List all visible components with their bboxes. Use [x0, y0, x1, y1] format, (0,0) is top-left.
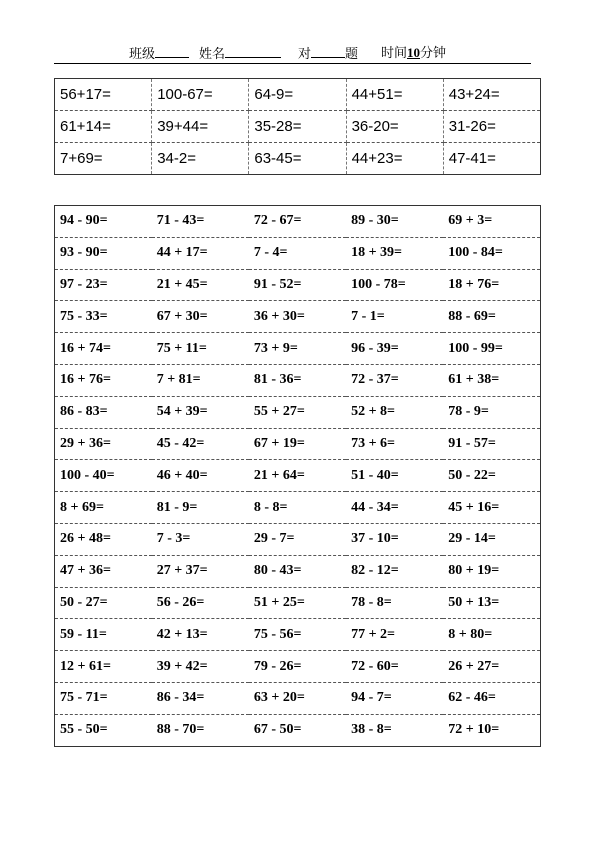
problem-cell: 72 - 67=	[249, 206, 346, 238]
problem-cell: 80 - 43=	[249, 555, 346, 587]
problem-cell: 46 + 40=	[152, 460, 249, 492]
problem-cell: 29 + 36=	[55, 428, 152, 460]
problem-cell: 75 - 71=	[55, 682, 152, 714]
correct-count-blank[interactable]	[311, 43, 345, 58]
name-label: 姓名	[199, 46, 226, 61]
problem-cell: 73 + 9=	[249, 333, 346, 365]
problem-row	[55, 396, 541, 428]
problem-row	[55, 523, 541, 555]
problem-row	[55, 79, 541, 111]
problem-cell: 94 - 7=	[346, 682, 443, 714]
problem-row	[55, 682, 541, 714]
problem-cell: 51 - 40=	[346, 460, 443, 492]
problem-cell: 51 + 25=	[249, 587, 346, 619]
problem-cell: 72 - 37=	[346, 364, 443, 396]
problem-cell: 52 + 8=	[346, 396, 443, 428]
problem-row	[55, 555, 541, 587]
problem-row	[55, 206, 541, 238]
problem-cell: 39 + 42=	[152, 651, 249, 683]
problem-cell: 63 + 20=	[249, 682, 346, 714]
problem-cell: 45 + 16=	[443, 492, 540, 524]
problem-cell: 55 + 27=	[249, 396, 346, 428]
problem-cell: 67 - 50=	[253, 722, 302, 738]
problem-cell: 82 - 12=	[346, 555, 443, 587]
problem-row	[55, 460, 541, 492]
problem-cell: 81 - 36=	[249, 364, 346, 396]
problem-cell: 7 - 1=	[346, 301, 443, 333]
problem-cell: 7 + 81=	[152, 364, 249, 396]
problem-cell: 44+51=	[346, 79, 443, 111]
problem-cell: 8 + 69=	[55, 492, 152, 524]
problem-cell: 88 - 69=	[443, 301, 540, 333]
problem-row	[55, 651, 541, 683]
problem-cell: 54 + 39=	[152, 396, 249, 428]
problem-row	[55, 111, 541, 143]
problem-cell: 91 - 57=	[443, 428, 540, 460]
time-unit: 分钟	[420, 45, 447, 60]
problem-cell: 47-41=	[448, 150, 496, 167]
problem-cell: 18 + 39=	[346, 237, 443, 269]
problem-cell: 50 + 13=	[443, 587, 540, 619]
problem-cell: 44+23=	[346, 143, 443, 175]
problem-cell: 89 - 30=	[346, 206, 443, 238]
problem-cell: 75 + 11=	[152, 333, 249, 365]
problem-cell: 55 - 50=	[60, 722, 108, 738]
problem-cell: 93 - 90=	[55, 237, 152, 269]
problem-cell: 80 + 19=	[443, 555, 540, 587]
problem-row	[55, 143, 541, 175]
problem-cell: 27 + 37=	[152, 555, 249, 587]
problem-cell: 42 + 13=	[152, 619, 249, 651]
problem-cell: 7+69=	[55, 143, 152, 175]
problem-cell: 21 + 45=	[152, 269, 249, 301]
problem-cell: 29 - 7=	[249, 523, 346, 555]
problem-row	[55, 301, 541, 333]
score-field	[298, 43, 358, 64]
problem-cell: 56+17=	[55, 79, 152, 111]
problem-row	[55, 333, 541, 365]
problem-cell: 64-9=	[249, 79, 346, 111]
problem-row	[55, 428, 541, 460]
problem-row	[55, 587, 541, 619]
problem-cell: 67 + 30=	[152, 301, 249, 333]
problem-cell: 81 - 9=	[152, 492, 249, 524]
problem-cell: 75 - 56=	[249, 619, 346, 651]
problem-cell: 39+44=	[152, 111, 249, 143]
problem-cell: 78 - 9=	[443, 396, 540, 428]
problem-cell: 88 - 70=	[156, 722, 205, 738]
problem-cell: 26 + 27=	[443, 651, 540, 683]
problem-cell: 75 - 33=	[55, 301, 152, 333]
problem-cell: 72 - 60=	[346, 651, 443, 683]
problem-cell: 62 - 46=	[443, 682, 540, 714]
problem-cell: 36-20=	[346, 111, 443, 143]
problem-cell: 100 - 78=	[346, 269, 443, 301]
class-blank[interactable]	[155, 43, 189, 58]
problem-cell: 72 + 10=	[448, 722, 500, 738]
problem-row	[55, 492, 541, 524]
correct-label: 对	[298, 46, 312, 61]
problem-cell: 38 - 8=	[351, 722, 392, 738]
problem-cell: 94 - 90=	[55, 206, 152, 238]
problem-cell: 86 - 34=	[152, 682, 249, 714]
class-field	[129, 43, 189, 64]
problem-cell: 16 + 74=	[55, 333, 152, 365]
problem-cell: 50 - 27=	[55, 587, 152, 619]
problem-cell: 56 - 26=	[152, 587, 249, 619]
problem-row	[55, 237, 541, 269]
problem-cell: 100 - 84=	[443, 237, 540, 269]
problem-cell: 21 + 64=	[249, 460, 346, 492]
worksheet-header	[54, 43, 531, 64]
problem-cell: 59 - 11=	[55, 619, 152, 651]
problem-cell: 8 - 8=	[249, 492, 346, 524]
problem-cell: 31-26=	[443, 111, 540, 143]
problem-cell: 29 - 14=	[443, 523, 540, 555]
time-label: 时间	[381, 45, 408, 60]
problem-cell: 12 + 61=	[55, 651, 152, 683]
problem-cell: 100 - 40=	[55, 460, 152, 492]
problem-cell: 7 - 4=	[249, 237, 346, 269]
problem-row	[55, 269, 541, 301]
problem-cell: 44 + 17=	[152, 237, 249, 269]
problem-cell: 69 + 3=	[443, 206, 540, 238]
problem-cell: 63-45=	[249, 143, 346, 175]
problem-cell: 37 - 10=	[346, 523, 443, 555]
questions-label: 题	[345, 46, 359, 61]
problem-cell: 47 + 36=	[55, 555, 152, 587]
problem-cell: 34-2=	[152, 143, 249, 175]
problem-cell: 71 - 43=	[152, 206, 249, 238]
problem-cell: 79 - 26=	[249, 651, 346, 683]
class-label: 班级	[129, 46, 156, 61]
time-value: 10	[407, 45, 421, 60]
problem-cell: 8 + 80=	[443, 619, 540, 651]
problem-cell: 50 - 22=	[443, 460, 540, 492]
problem-cell: 45 - 42=	[152, 428, 249, 460]
problem-cell: 16 + 76=	[55, 364, 152, 396]
problem-cell: 86 - 83=	[55, 396, 152, 428]
problem-cell: 96 - 39=	[346, 333, 443, 365]
time-field	[381, 43, 446, 63]
problem-row	[55, 619, 541, 651]
warmup-problems-table	[54, 78, 541, 175]
problem-cell: 100 - 99=	[443, 333, 540, 365]
problem-cell: 36 + 30=	[249, 301, 346, 333]
problem-cell: 73 + 6=	[346, 428, 443, 460]
problem-cell: 26 + 48=	[55, 523, 152, 555]
problem-cell: 67 + 19=	[249, 428, 346, 460]
problem-cell: 78 - 8=	[346, 587, 443, 619]
problem-row	[55, 364, 541, 396]
name-field	[199, 43, 281, 64]
problem-cell: 43+24=	[443, 79, 540, 111]
problem-row	[55, 714, 541, 746]
problem-cell: 100-67=	[152, 79, 249, 111]
problem-cell: 77 + 2=	[346, 619, 443, 651]
problem-cell: 97 - 23=	[55, 269, 152, 301]
problem-cell: 61+14=	[55, 111, 152, 143]
main-problems-table	[54, 205, 541, 747]
problem-cell: 91 - 52=	[249, 269, 346, 301]
problem-cell: 61 + 38=	[443, 364, 540, 396]
name-blank[interactable]	[225, 43, 281, 58]
problem-cell: 35-28=	[249, 111, 346, 143]
problem-cell: 18 + 76=	[443, 269, 540, 301]
problem-cell: 7 - 3=	[152, 523, 249, 555]
problem-cell: 44 - 34=	[346, 492, 443, 524]
